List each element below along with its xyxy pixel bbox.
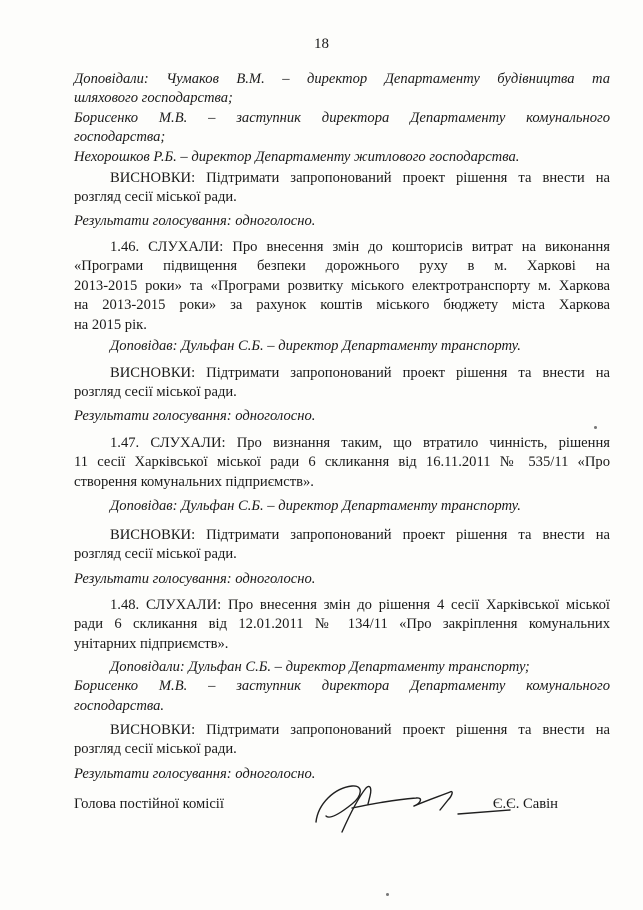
conclusion-line: розгляд сесії міської ради. <box>74 546 237 563</box>
signatory-name: Є.Є. Савін <box>492 796 558 812</box>
speaker-line: Нехорошков Р.Б. – директор Департаменту житлового господарства. <box>74 148 520 165</box>
conclusion-line: ВИСНОВКИ: Підтримати запропонований проект рішення та внести на <box>110 722 610 738</box>
speaker-line: шляхового господарства; <box>74 90 233 107</box>
item-1-47-conclusion <box>74 526 610 565</box>
item-1-48-conclusion <box>74 721 610 760</box>
heard-line: унітарних підприємств». <box>74 635 229 652</box>
signature-row <box>74 796 610 856</box>
conclusion-line: розгляд сесії міської ради. <box>74 189 237 206</box>
heard-line: 2013-2015 роки» та «Програми розвитку міського електротранспорту м. Харкова <box>74 277 610 294</box>
handwritten-signature <box>312 774 512 840</box>
scan-speck <box>386 893 389 896</box>
speaker-line: Доповідали: Чумаков В.М. – директор Департаменту будівництва та <box>74 71 610 87</box>
speaker-line: Доповідали: Дульфан С.Б. – директор Департаменту транспорту; <box>110 659 530 675</box>
heard-line: «Програми підвищення безпеки дорожнього руху в м. Харкові на <box>74 258 610 275</box>
heard-line: на 2013-2015 роки» за рахунок коштів міського бюджету міста Харкова <box>74 297 610 314</box>
item-1-46-heard <box>74 238 610 335</box>
signature-label: Голова постійної комісії <box>74 796 224 812</box>
item-1-47-heard <box>74 434 610 492</box>
heard-line: на 2015 рік. <box>74 316 147 333</box>
item-1-46-speaker: Доповідав: Дульфан С.Б. – директор Департаменту транспорту. <box>110 338 521 354</box>
item-1-48-heard <box>74 596 610 654</box>
heard-line: 1.46. СЛУХАЛИ: Про внесення змін до кошторисів витрат на виконання <box>110 239 610 255</box>
heard-line: створення комунальних підприємств». <box>74 473 314 490</box>
vote-result-1-48: Результати голосування: одноголосно. <box>74 766 316 782</box>
conclusion-block-1 <box>74 169 610 208</box>
vote-result-1-47: Результати голосування: одноголосно. <box>74 571 316 587</box>
conclusion-line: розгляд сесії міської ради. <box>74 384 237 401</box>
heard-line: 11 сесії Харківської міської ради 6 скликання від 16.11.2011 № 535/11 «Про <box>74 454 610 471</box>
heard-line: ради 6 скликання від 12.01.2011 № 134/11 «Про закріплення комунальних <box>74 616 610 633</box>
item-1-48-speakers <box>74 658 610 716</box>
conclusion-line: ВИСНОВКИ: Підтримати запропонований проект рішення та внести на <box>110 365 610 381</box>
conclusion-line: розгляд сесії міської ради. <box>74 741 237 758</box>
scan-speck <box>594 426 597 429</box>
heard-line: 1.48. СЛУХАЛИ: Про внесення змін до рішення 4 сесії Харківської міської <box>110 597 610 613</box>
speaker-line: господарства; <box>74 129 166 146</box>
page-number: 18 <box>314 36 329 52</box>
item-1-47-speaker: Доповідав: Дульфан С.Б. – директор Департаменту транспорту. <box>110 498 521 514</box>
conclusion-line: ВИСНОВКИ: Підтримати запропонований проект рішення та внести на <box>110 527 610 543</box>
speaker-line: господарства. <box>74 697 165 714</box>
conclusion-line: ВИСНОВКИ: Підтримати запропонований проект рішення та внести на <box>110 170 610 186</box>
heard-line: 1.47. СЛУХАЛИ: Про визнання таким, що втратило чинність, рішення <box>110 435 610 451</box>
speakers-block-1 <box>74 70 610 167</box>
speaker-line: Борисенко М.В. – заступник директора Департаменту комунального <box>74 678 610 695</box>
item-1-46-conclusion <box>74 364 610 403</box>
vote-result-1-46: Результати голосування: одноголосно. <box>74 408 316 424</box>
speaker-line: Борисенко М.В. – заступник директора Департаменту комунального <box>74 109 610 126</box>
vote-result-1: Результати голосування: одноголосно. <box>74 213 316 229</box>
